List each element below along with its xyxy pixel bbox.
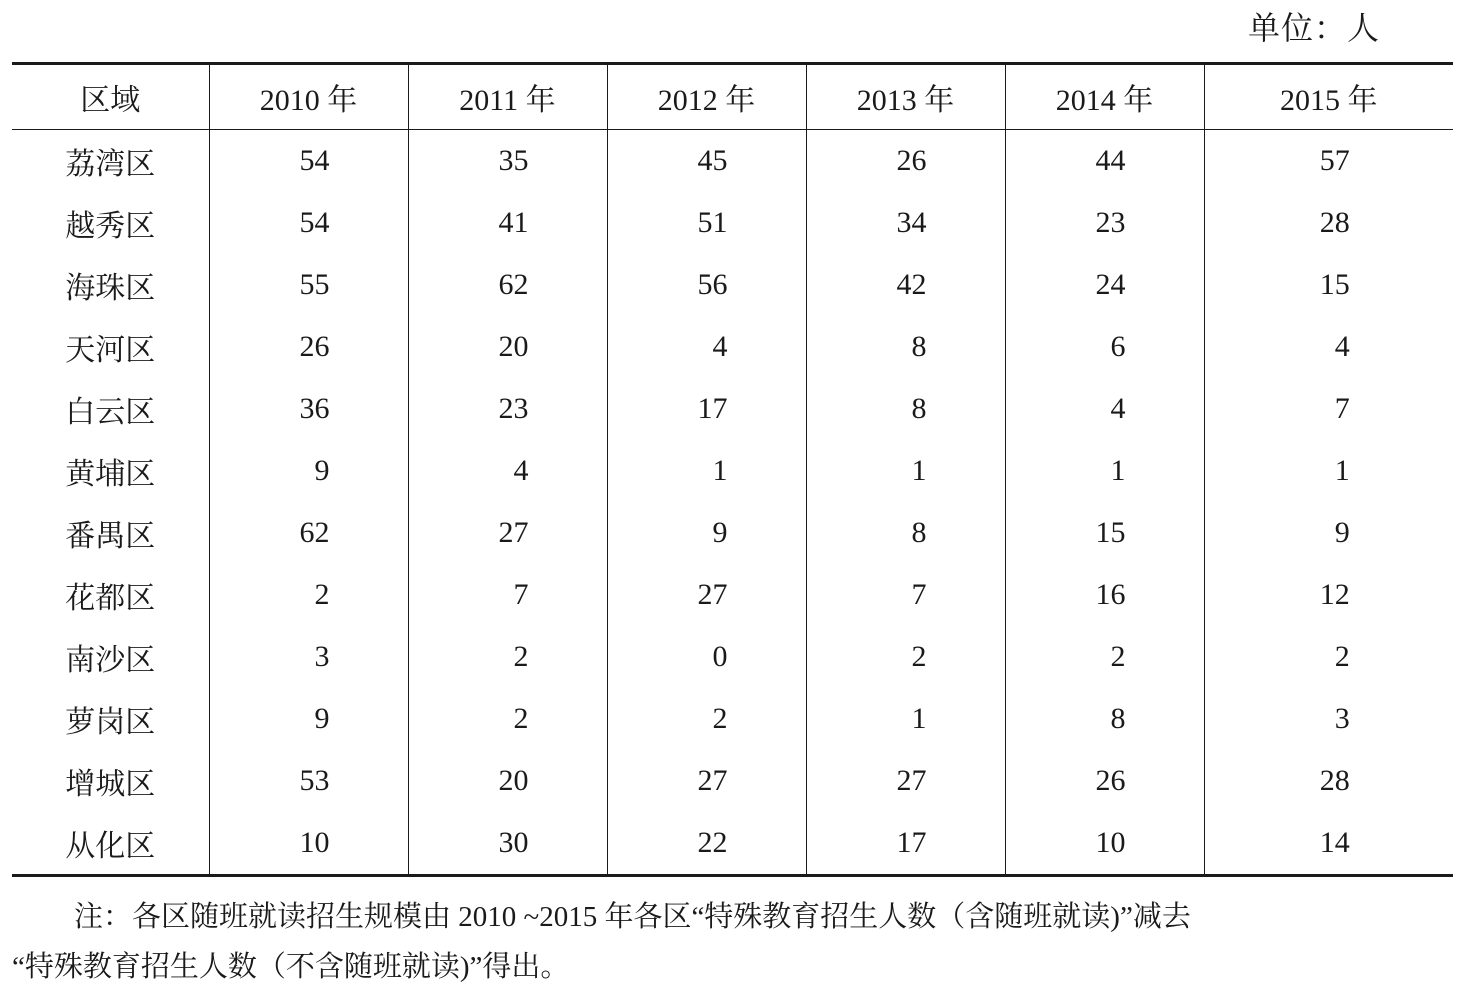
region-cell: 南沙区 <box>65 644 156 677</box>
header-region: 区域 <box>80 84 141 117</box>
value-cell <box>806 750 1005 812</box>
value-text: 7 <box>1334 392 1350 425</box>
value-cell <box>408 626 607 688</box>
table-row <box>12 316 1453 378</box>
value-text: 12 <box>1319 578 1350 611</box>
value-cell <box>806 254 1005 316</box>
value-cell <box>1005 192 1204 254</box>
value-cell <box>1005 688 1204 750</box>
region-cell: 增城区 <box>65 768 156 801</box>
table-row <box>12 440 1453 502</box>
region-cell: 花都区 <box>65 582 156 615</box>
value-cell <box>209 378 408 440</box>
value-text: 27 <box>697 764 728 797</box>
value-text: 23 <box>1095 206 1126 239</box>
value-cell <box>607 688 806 750</box>
header-year-2014: 2014 年 <box>1005 64 1204 130</box>
value-cell <box>1005 750 1204 812</box>
value-cell <box>1005 378 1204 440</box>
value-text: 57 <box>1319 144 1350 177</box>
value-text: 27 <box>697 578 728 611</box>
value-text: 8 <box>1110 702 1126 735</box>
value-text: 2 <box>712 702 728 735</box>
value-text: 14 <box>1319 826 1350 859</box>
value-text: 8 <box>911 516 927 549</box>
value-text: 22 <box>697 826 728 859</box>
value-text: 1 <box>911 454 927 487</box>
value-cell <box>607 502 806 564</box>
table-note <box>12 892 1453 992</box>
value-cell <box>1204 316 1453 378</box>
unit-label: 单位：人 <box>1247 10 1380 46</box>
region-cell: 荔湾区 <box>65 148 156 181</box>
value-cell <box>209 750 408 812</box>
value-cell <box>209 626 408 688</box>
note-line-1: 注：各区随班就读招生规模由 2010 ~2015 年各区“特殊教育招生人数（含随班就读)”减去 <box>74 901 1191 933</box>
table-row <box>12 378 1453 440</box>
value-text: 53 <box>299 764 330 797</box>
region-cell: 越秀区 <box>65 210 156 243</box>
value-cell <box>209 688 408 750</box>
value-text: 15 <box>1095 516 1126 549</box>
value-cell <box>607 812 806 876</box>
value-cell <box>1204 502 1453 564</box>
value-text: 62 <box>299 516 330 549</box>
value-cell <box>209 316 408 378</box>
value-text: 9 <box>712 516 728 549</box>
value-cell <box>607 316 806 378</box>
value-cell <box>806 130 1005 193</box>
value-text: 2 <box>1334 640 1350 673</box>
value-cell <box>408 750 607 812</box>
table-row <box>12 564 1453 626</box>
value-text: 54 <box>299 206 330 239</box>
value-cell <box>209 502 408 564</box>
value-cell <box>1204 440 1453 502</box>
value-text: 26 <box>1095 764 1126 797</box>
value-cell <box>408 688 607 750</box>
value-cell <box>806 626 1005 688</box>
value-text: 10 <box>1095 826 1126 859</box>
value-text: 28 <box>1319 206 1350 239</box>
value-text: 4 <box>1334 330 1350 363</box>
value-cell <box>408 502 607 564</box>
value-cell <box>408 192 607 254</box>
value-cell <box>408 440 607 502</box>
value-cell <box>806 502 1005 564</box>
value-cell <box>209 254 408 316</box>
value-cell <box>1204 254 1453 316</box>
value-cell <box>806 564 1005 626</box>
value-cell <box>209 192 408 254</box>
value-cell <box>806 316 1005 378</box>
value-cell <box>1204 192 1453 254</box>
value-text: 6 <box>1110 330 1126 363</box>
value-text: 41 <box>498 206 529 239</box>
value-cell <box>806 378 1005 440</box>
value-text: 8 <box>911 330 927 363</box>
value-cell <box>1204 812 1453 876</box>
value-cell <box>1005 316 1204 378</box>
value-cell <box>1005 254 1204 316</box>
table-row <box>12 750 1453 812</box>
value-cell <box>1204 750 1453 812</box>
value-text: 28 <box>1319 764 1350 797</box>
region-cell: 萝岗区 <box>65 706 156 739</box>
value-cell <box>1204 564 1453 626</box>
value-cell <box>607 564 806 626</box>
value-cell <box>1005 502 1204 564</box>
value-cell <box>408 812 607 876</box>
value-text: 23 <box>498 392 529 425</box>
value-cell <box>408 378 607 440</box>
table-row <box>12 502 1453 564</box>
header-year-2012: 2012 年 <box>607 64 806 130</box>
value-text: 1 <box>1110 454 1126 487</box>
region-cell: 白云区 <box>65 396 156 429</box>
value-text: 27 <box>498 516 529 549</box>
value-text: 55 <box>299 268 330 301</box>
value-cell <box>1204 130 1453 193</box>
region-cell: 海珠区 <box>65 272 156 305</box>
value-text: 2 <box>314 578 330 611</box>
value-text: 1 <box>1334 454 1350 487</box>
value-cell <box>1204 626 1453 688</box>
value-text: 44 <box>1095 144 1126 177</box>
value-text: 30 <box>498 826 529 859</box>
value-text: 26 <box>299 330 330 363</box>
value-cell <box>806 812 1005 876</box>
value-cell <box>806 192 1005 254</box>
enrollment-table <box>12 62 1453 877</box>
value-text: 4 <box>712 330 728 363</box>
table-row <box>12 130 1453 193</box>
value-text: 56 <box>697 268 728 301</box>
value-text: 4 <box>513 454 529 487</box>
value-text: 2 <box>911 640 927 673</box>
header-year-2011: 2011 年 <box>408 64 607 130</box>
value-cell <box>408 254 607 316</box>
value-text: 34 <box>896 206 927 239</box>
table-row <box>12 254 1453 316</box>
value-text: 35 <box>498 144 529 177</box>
region-cell: 天河区 <box>65 334 156 367</box>
value-cell <box>1005 812 1204 876</box>
region-cell: 番禺区 <box>65 520 156 553</box>
region-cell: 黄埔区 <box>65 458 156 491</box>
value-cell <box>806 440 1005 502</box>
value-cell <box>209 564 408 626</box>
value-cell <box>1204 688 1453 750</box>
value-text: 9 <box>1334 516 1350 549</box>
value-cell <box>209 812 408 876</box>
value-text: 3 <box>314 640 330 673</box>
value-cell <box>1005 626 1204 688</box>
value-cell <box>408 316 607 378</box>
value-text: 51 <box>697 206 728 239</box>
value-text: 10 <box>299 826 330 859</box>
value-cell <box>1005 564 1204 626</box>
value-cell <box>607 626 806 688</box>
value-text: 2 <box>513 640 529 673</box>
value-cell <box>607 192 806 254</box>
value-text: 9 <box>314 702 330 735</box>
value-cell <box>408 564 607 626</box>
value-cell <box>607 130 806 193</box>
value-text: 42 <box>896 268 927 301</box>
value-cell <box>209 130 408 193</box>
region-cell: 从化区 <box>65 830 156 863</box>
value-text: 16 <box>1095 578 1126 611</box>
value-cell <box>209 440 408 502</box>
table-row <box>12 192 1453 254</box>
value-text: 15 <box>1319 268 1350 301</box>
value-cell <box>607 440 806 502</box>
value-text: 24 <box>1095 268 1126 301</box>
value-cell <box>607 750 806 812</box>
value-text: 4 <box>1110 392 1126 425</box>
value-text: 36 <box>299 392 330 425</box>
table-row <box>12 626 1453 688</box>
value-cell <box>1005 130 1204 193</box>
value-text: 2 <box>1110 640 1126 673</box>
value-text: 8 <box>911 392 927 425</box>
value-text: 3 <box>1334 702 1350 735</box>
value-cell <box>408 130 607 193</box>
value-text: 9 <box>314 454 330 487</box>
value-cell <box>607 378 806 440</box>
value-cell <box>1005 440 1204 502</box>
table-header-row <box>12 64 1453 130</box>
table-row <box>12 812 1453 876</box>
value-text: 54 <box>299 144 330 177</box>
value-text: 7 <box>513 578 529 611</box>
header-year-2010: 2010 年 <box>209 64 408 130</box>
header-year-2013: 2013 年 <box>806 64 1005 130</box>
value-text: 17 <box>697 392 728 425</box>
header-year-2015: 2015 年 <box>1204 64 1453 130</box>
note-line-2: “特殊教育招生人数（不含随班就读)”得出。 <box>12 951 570 983</box>
value-text: 17 <box>896 826 927 859</box>
value-text: 20 <box>498 330 529 363</box>
value-cell <box>607 254 806 316</box>
value-text: 1 <box>911 702 927 735</box>
table-body <box>12 130 1453 876</box>
value-cell <box>1204 378 1453 440</box>
table-row <box>12 688 1453 750</box>
value-text: 2 <box>513 702 529 735</box>
value-text: 45 <box>697 144 728 177</box>
value-text: 7 <box>911 578 927 611</box>
value-text: 20 <box>498 764 529 797</box>
value-text: 27 <box>896 764 927 797</box>
value-text: 0 <box>712 640 728 673</box>
value-cell <box>806 688 1005 750</box>
value-text: 62 <box>498 268 529 301</box>
value-text: 1 <box>712 454 728 487</box>
value-text: 26 <box>896 144 927 177</box>
